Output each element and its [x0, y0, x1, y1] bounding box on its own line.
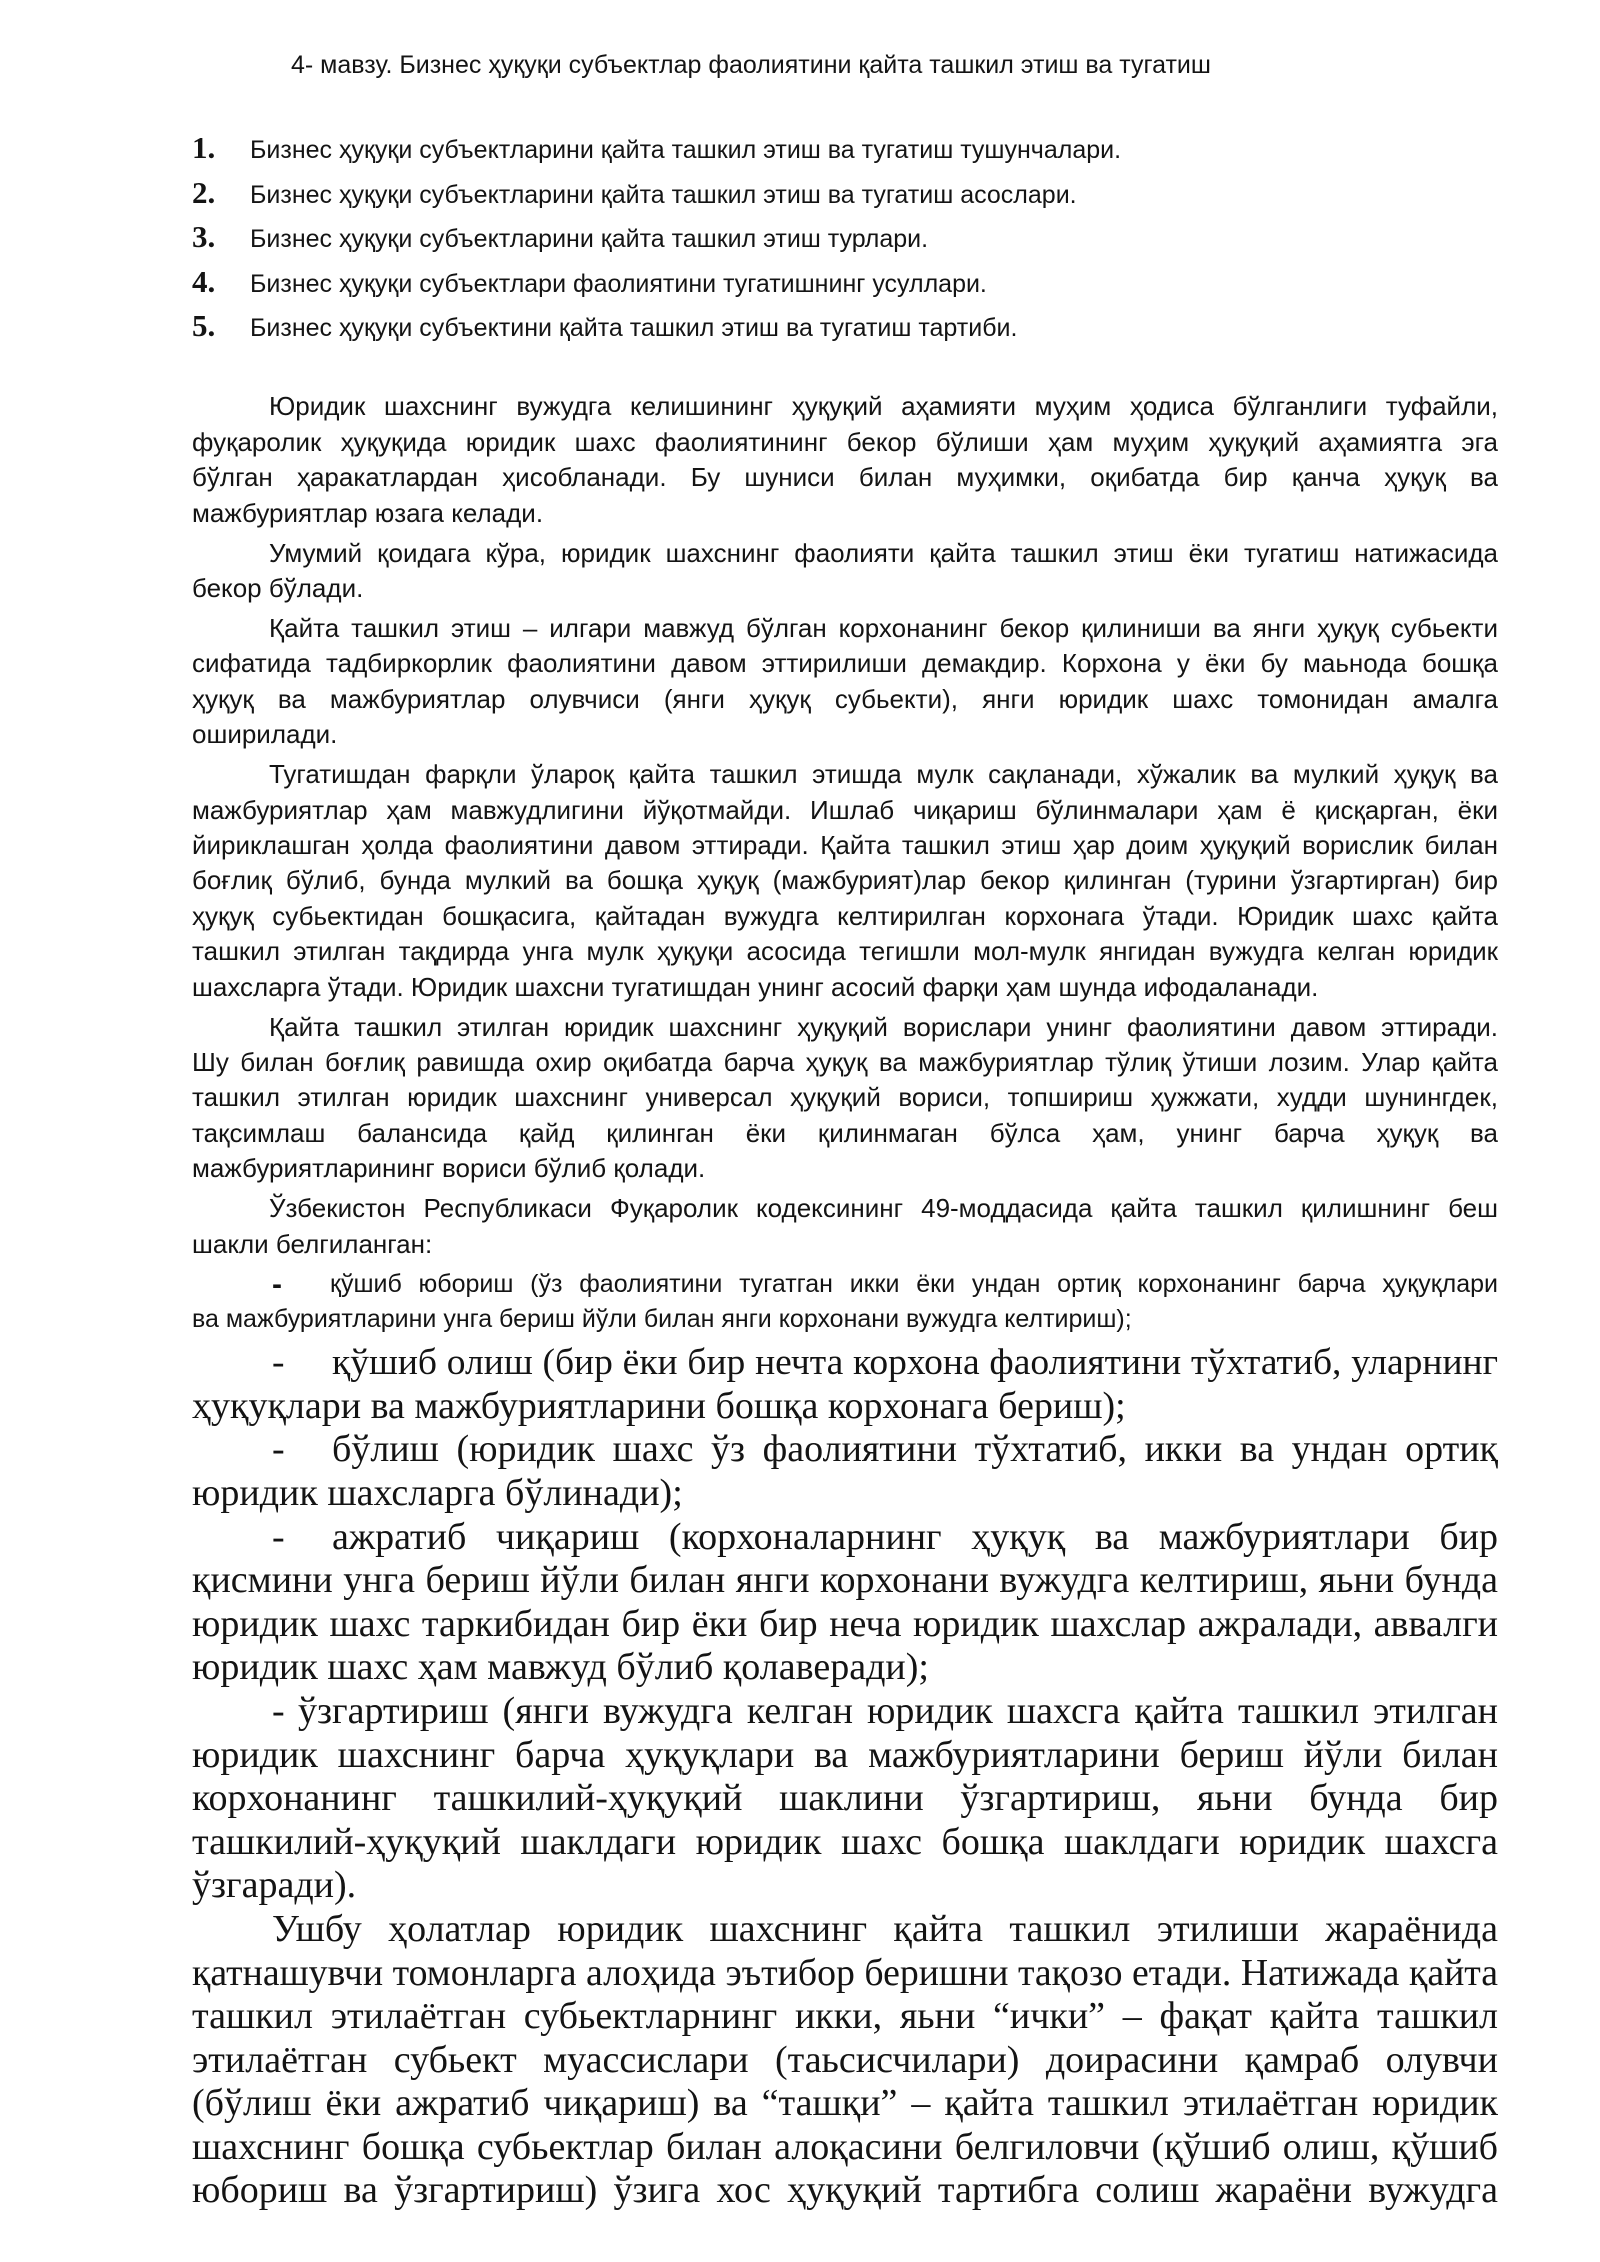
outline-number: 1. [192, 130, 216, 165]
list-item-line: корхонанинг ташкилий-ҳуқуқий шаклини ўзгартириш, яьни бунда бир [192, 1777, 1498, 1820]
list-item-text: ўзгартириш (янги вужудга келган юридик шахсга қайта ташкил этилган [298, 1689, 1498, 1732]
reorganization-form-item [192, 1690, 1498, 1908]
paragraph-line: Қайта ташкил этиш – илгари мавжуд бўлган корхонанинг бекор қилиниши ва янги ҳуқуқ субьекти [269, 612, 1498, 643]
reorganization-form-item [192, 1341, 1498, 1428]
list-dash-marker: - [272, 1267, 282, 1301]
paragraph [192, 1010, 1498, 1187]
list-item-line: юридик шахс ҳам мавжуд бўлиб қолаверади); [192, 1646, 929, 1689]
body-text-sans [192, 389, 1498, 1342]
outline-item [192, 260, 1498, 305]
outline-number: 5. [192, 308, 216, 343]
outline-text: Бизнес ҳуқуқи субъектини қайта ташкил этиш ва тугатиш тартиби. [250, 314, 1018, 342]
paragraph-line: шахсларга ўтади. Юридик шахсни тугатишдан унинг асосий фарқи ҳам шунда ифодаланади. [192, 971, 1319, 1002]
paragraph-line: тақсимлаш балансида қайд қилинган ёки қилинмаган бўлса ҳам, унинг барча ҳуқуқ ва [192, 1117, 1498, 1148]
paragraph-line: ташкил этилаётган субьектларнинг икки, яьни “ички” – фақат қайта ташкил [192, 1995, 1498, 2038]
reorganization-form-item [192, 1516, 1498, 1690]
paragraph-line: Юридик шахснинг вужудга келишининг ҳуқуқий аҳамияти муҳим ҳодиса бўлганлиги туфайли, [269, 391, 1498, 422]
list-item-line [192, 1428, 1498, 1472]
paragraph-line: Ушбу ҳолатлар юридик шахснинг қайта ташкил этилиши жараёнида [272, 1907, 1498, 1950]
paragraph-line: йириклашган ҳолда фаолиятини давом эттиради. Қайта ташкил этиш ҳар доим ҳуқуқий ворислик билан [192, 829, 1498, 860]
paragraph-line: Қайта ташкил этилган юридик шахснинг ҳуқуқий ворислари унинг фаолиятини давом эттиради. [269, 1011, 1498, 1042]
outline-item [192, 304, 1498, 349]
paragraph [192, 389, 1498, 531]
paragraph-line: ҳуқуқ ва мажбуриятлар олувчиси (янги ҳуқуқ субьекти), янги юридик шахс томонидан амалга [192, 683, 1498, 714]
paragraph-line: бекор бўлади. [192, 572, 364, 603]
paragraph-line: шахснинг бошқа субьектлар билан алоқасини белгиловчи (қўшиб олиш, қўшиб [192, 2125, 1498, 2168]
outline-item [192, 215, 1498, 260]
paragraph-line: ташкил этилган юридик шахснинг универсал ҳуқуқий вориси, топшириш ҳужжати, худди шунингдек, [192, 1082, 1498, 1113]
list-item-line [192, 1267, 1498, 1302]
paragraph-line: мажбуриятларининг вориси бўлиб қолади. [192, 1153, 706, 1184]
outline-number: 3. [192, 219, 216, 254]
list-item-text: бўлиш (юридик шахс ўз фаолиятини тўхтатиб, икки ва ундан ортиқ [332, 1428, 1498, 1471]
outline-number: 2. [192, 174, 216, 210]
paragraph [192, 536, 1498, 607]
list-dash-marker: - [272, 1515, 285, 1558]
list-item-line: ташкилий-ҳуқуқий шаклдаги юридик шахс бошқа шаклдаги юридик шахсга [192, 1820, 1498, 1863]
paragraph-line: мажбуриятлар юзага келади. [192, 497, 544, 528]
list-item-line: юридик шахс таркибидан бир ёки бир неча юридик шахслар ажралади, аввалги [192, 1602, 1498, 1645]
topic-outline [192, 126, 1498, 349]
list-item-line: юридик шахснинг барча ҳуқуқлари ва мажбуриятларини бериш йўли билан [192, 1733, 1498, 1776]
outline-item [192, 126, 1498, 171]
list-item-line: ҳуқуқлари ва мажбуриятларини бошқа корхонага бериш); [192, 1384, 1126, 1427]
paragraph-line: юбориш ва ўзгартириш) ўзига хос ҳуқуқий тартибга солиш жараёни вужудга [192, 2169, 1498, 2212]
list-dash-marker: - [272, 1342, 285, 1384]
list-item-line [192, 1516, 1498, 1560]
reorganization-form-item [192, 1428, 1498, 1515]
outline-item [192, 171, 1498, 216]
list-item-line: қисмини унга бериш йўли билан янги корхонани вужудга келтириш, яьни бунда [192, 1559, 1498, 1602]
outline-text: Бизнес ҳуқуқи субъектларини қайта ташкил этиш ва тугатиш асослари. [250, 180, 1077, 209]
list-item-line [192, 1341, 1498, 1385]
paragraph-line: мажбуриятлар ҳам мавжудлигини йўқотмайди. Ишлаб чиқариш бўлинмалари ҳам ё қисқарган, ёки [192, 794, 1498, 825]
list-dash-marker: - [272, 1689, 285, 1732]
list-item-line [192, 1690, 1498, 1734]
paragraph-line: ҳуқуқ субьектидан бошқасига, қайтадан вужудга келтирилган корхонага ўтади. Юридик шахс қайта [192, 900, 1498, 931]
paragraph-line: фуқаролик ҳуқуқида юридик шахс фаолиятининг бекор бўлиши ҳам муҳим ҳуқуқий аҳамиятга эга [192, 426, 1498, 457]
paragraph-line: ташкил этилган тақдирда унга мулк ҳуқуқи асосида тегишли мол-мулк янгидан вужудга келган юридик [192, 936, 1498, 967]
list-item-line: юридик шахсларга бўлинади); [192, 1471, 683, 1514]
list-item-line: ва мажбуриятларини унга бериш йўли билан янги корхонани вужудга келтириш); [192, 1305, 1132, 1334]
paragraph [192, 611, 1498, 753]
paragraph-line: қатнашувчи томонларга алоҳида эътибор беришни тақозо етади. Натижада қайта [192, 1951, 1498, 1994]
body-text-serif [192, 1341, 1498, 2213]
list-item-text: қўшиб олиш (бир ёки бир нечта корхона фаолиятини тўхтатиб, уларнинг [332, 1342, 1498, 1384]
paragraph-line: бўлган ҳаракатлардан ҳисобланади. Бу шуниси билан муҳимки, оқибатда бир қанча ҳуқуқ ва [192, 462, 1498, 493]
list-dash-marker: - [272, 1428, 285, 1471]
closing-paragraph [192, 1908, 1498, 2213]
paragraph [192, 1191, 1498, 1262]
outline-text: Бизнес ҳуқуқи субъектларини қайта ташкил этиш турлари. [250, 225, 929, 253]
outline-number: 4. [192, 263, 216, 299]
paragraph-line: Тугатишдан фарқли ўлароқ қайта ташкил этишда мулк сақланади, хўжалик ва мулкий ҳуқуқ ва [269, 759, 1498, 790]
list-item-text: ажратиб чиқариш (корхоналарнинг ҳуқуқ ва мажбуриятлари бир [332, 1515, 1498, 1558]
paragraph-line: этилаётган субьект муассислари (таьсисчилари) доирасини қамраб олувчи [192, 2038, 1498, 2081]
list-item-line: ўзгаради). [192, 1864, 357, 1907]
paragraph-line: оширилади. [192, 719, 338, 750]
paragraph-line: Шу билан боғлиқ равишда охир оқибатда барча ҳуқуқ ва мажбуриятлар тўлиқ ўтиши лозим. Улар қайта [192, 1046, 1498, 1077]
paragraph-line: (бўлиш ёки ажратиб чиқариш) ва “ташқи” – қайта ташкил этилаётган юридик [192, 2082, 1498, 2125]
reorganization-form-item [192, 1267, 1498, 1338]
outline-text: Бизнес ҳуқуқи субъектлари фаолиятини тугатишнинг усуллари. [250, 269, 987, 298]
list-item-text: қўшиб юбориш (ўз фаолиятини тугатган икки ёки ундан ортиқ корхонанинг барча ҳуқуқлари [330, 1269, 1498, 1298]
page-title: 4- мавзу. Бизнес ҳуқуқи субъектлар фаолиятини қайта ташкил этиш ва тугатиш [291, 51, 1211, 79]
paragraph [192, 757, 1498, 1005]
paragraph-line: Умумий қоидага кўра, юридик шахснинг фаолияти қайта ташкил этиш ёки тугатиш натижасида [269, 537, 1498, 568]
paragraph-line: боғлиқ бўлиб, бунда мулкий ва бошқа ҳуқуқ (мажбурият)лар бекор қилинган (турини ўзгартирган) бир [192, 865, 1498, 896]
paragraph-line: шакли белгиланган: [192, 1228, 433, 1259]
paragraph-line: Ўзбекистон Республикаси Фуқаролик кодексининг 49-моддасида қайта ташкил қилишнинг беш [269, 1193, 1498, 1224]
paragraph-line: сифатида тадбиркорлик фаолиятини давом эттирилиши демакдир. Корхона у ёки бу маьнода бошқа [192, 648, 1498, 679]
outline-text: Бизнес ҳуқуқи субъектларини қайта ташкил этиш ва тугатиш тушунчалари. [250, 136, 1122, 164]
